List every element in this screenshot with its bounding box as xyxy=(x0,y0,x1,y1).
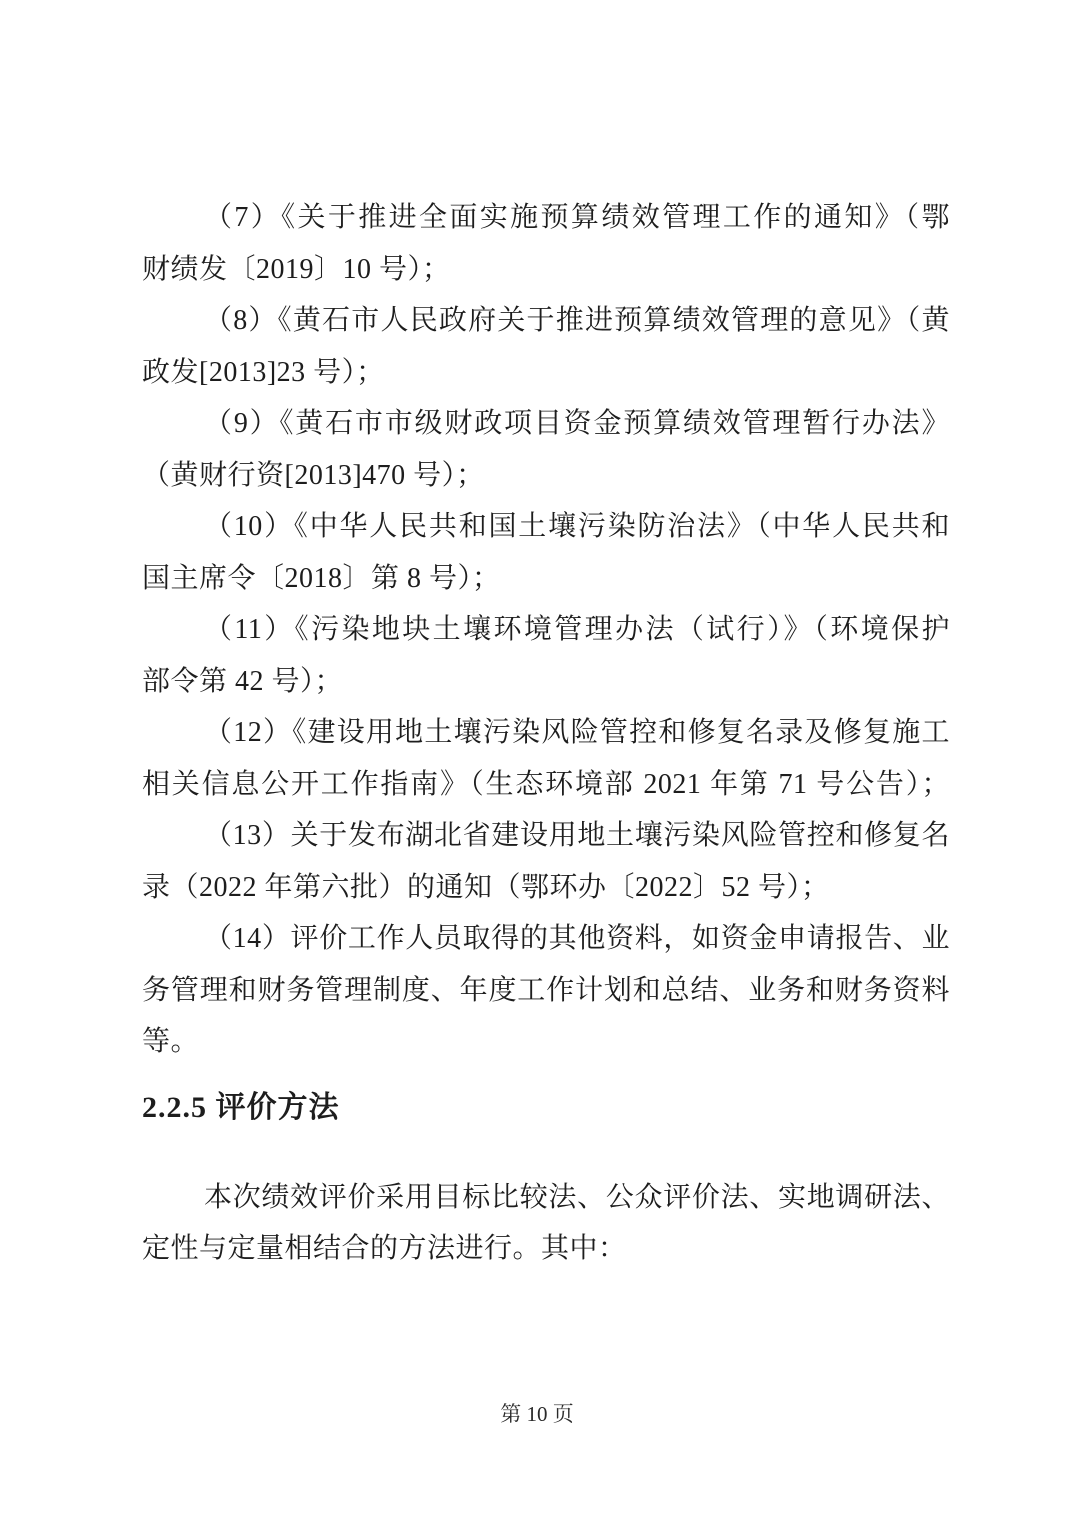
reference-line: 相关信息公开工作指南》（生态环境部 2021 年第 71 号公告）； xyxy=(142,768,950,800)
reference-line: （黄财行资[2013]470 号）； xyxy=(142,459,485,491)
paragraph-line: 本次绩效评价采用目标比较法、公众评价法、实地调研法、 xyxy=(204,1181,950,1213)
reference-line: （8）《黄石市人民政府关于推进预算绩效管理的意见》（黄 xyxy=(204,305,950,336)
reference-line: （14）评价工作人员取得的其他资料，如资金申请报告、业 xyxy=(204,923,950,954)
page-footer xyxy=(0,1399,1074,1429)
section-heading: 2.2.5 评价方法 xyxy=(142,1090,340,1124)
reference-line: 国主席令〔2018〕第 8 号）； xyxy=(142,562,501,594)
reference-line: 政发[2013]23 号）； xyxy=(142,356,385,388)
reference-line: 录（2022 年第六批）的通知（鄂环办〔2022〕52 号）； xyxy=(142,871,830,903)
reference-line: 部令第 42 号）； xyxy=(142,665,344,697)
reference-line: （13）关于发布湖北省建设用地土壤污染风险管控和修复名 xyxy=(204,820,950,851)
reference-line: （12）《建设用地土壤污染风险管控和修复名录及修复施工 xyxy=(204,717,950,748)
reference-line: 等。 xyxy=(142,1026,200,1057)
body-paragraph xyxy=(142,1172,950,1275)
page-number: 第 10 页 xyxy=(500,1402,574,1426)
reference-line: 务管理和财务管理制度、年度工作计划和总结、业务和财务资料 xyxy=(142,974,950,1006)
paragraph-line: 定性与定量相结合的方法进行。其中： xyxy=(142,1233,627,1264)
reference-line: （7）《关于推进全面实施预算绩效管理工作的通知》（鄂 xyxy=(204,202,950,233)
reference-line: （11）《污染地块土壤环境管理办法（试行）》（环境保护 xyxy=(204,614,950,645)
document-content xyxy=(142,192,950,1275)
reference-line: （10）《中华人民共和国土壤污染防治法》（中华人民共和 xyxy=(204,511,950,542)
reference-line: 财绩发〔2019〕10 号）； xyxy=(142,253,451,285)
reference-line: （9）《黄石市市级财政项目资金预算绩效管理暂行办法》 xyxy=(204,408,950,439)
